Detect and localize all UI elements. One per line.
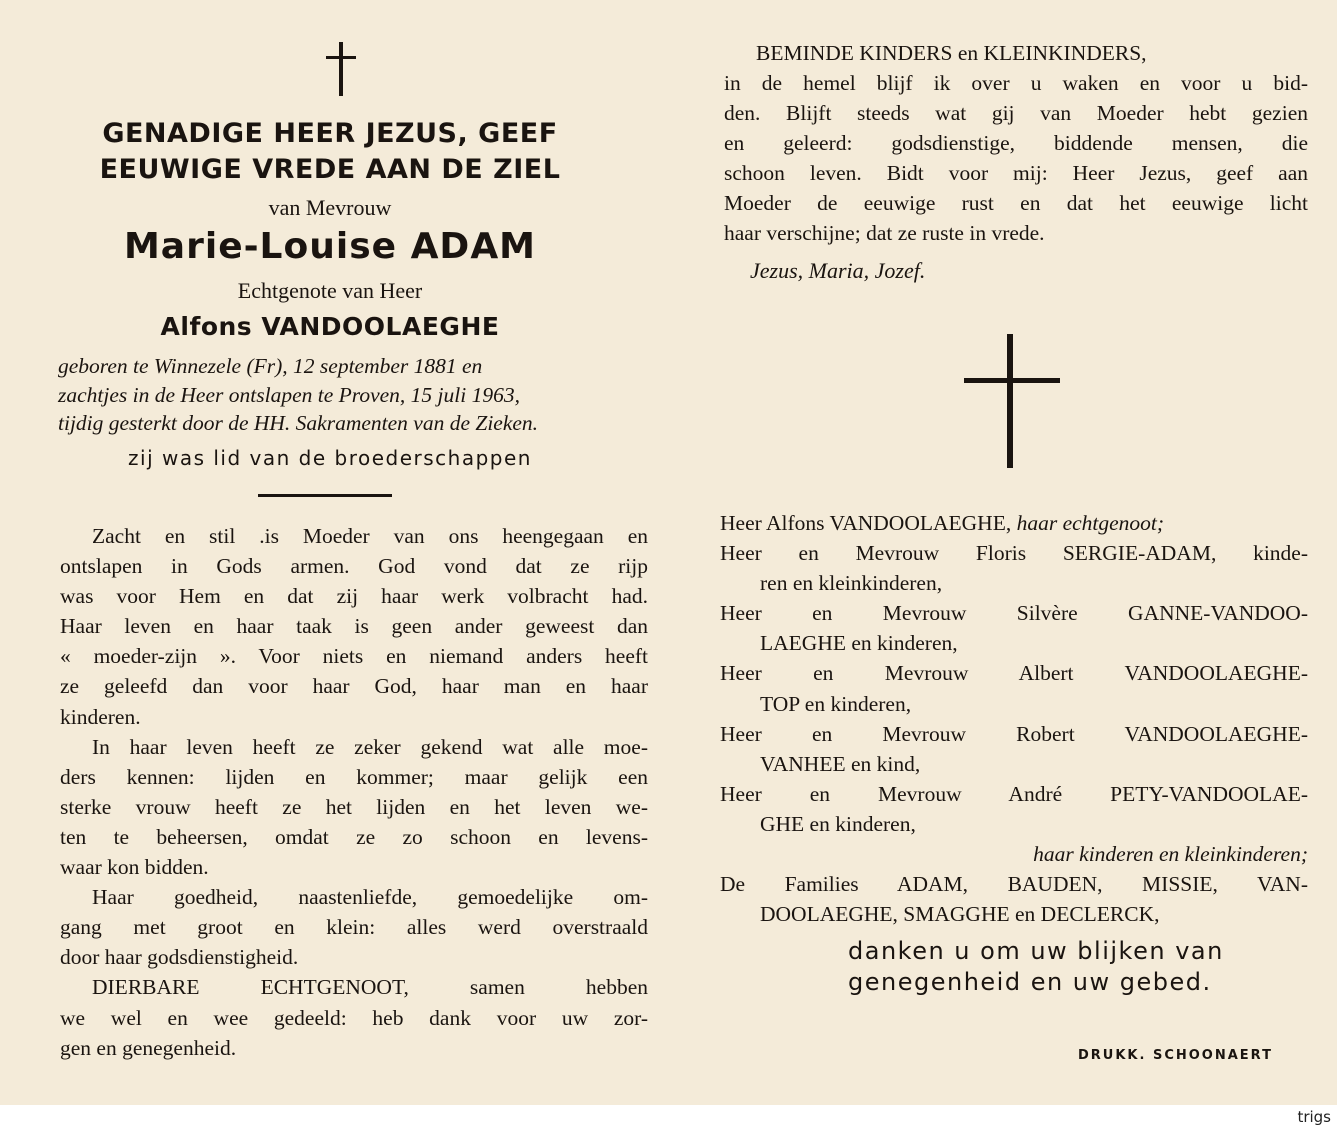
text-line: « moeder-zijn ». Voor niets en niemand anders heeft — [60, 644, 648, 669]
family-line: haar kinderen en kleinkinderen; — [1033, 842, 1308, 867]
heading-line: GENADIGE HEER JEZUS, GEEF — [102, 118, 558, 149]
van-mevrouw: van Mevrouw — [268, 195, 392, 220]
text-line: was voor Hem en dat zij haar werk volbracht had. — [60, 584, 648, 609]
text-line: door haar godsdienstigheid. — [60, 945, 299, 970]
broederschappen: zij was lid van de broederschappen — [128, 446, 532, 470]
family-line: ren en kleinkinderen, — [760, 571, 943, 596]
family-line: De Families ADAM, BAUDEN, MISSIE, VAN- — [720, 872, 1308, 897]
cross-icon — [964, 334, 1060, 468]
family-line: Heer en Mevrouw Silvère GANNE-VANDOO- — [720, 601, 1308, 626]
family-line — [720, 508, 1308, 538]
text-line: waar kon bidden. — [60, 855, 209, 880]
spouse-label: Echtgenote van Heer — [237, 278, 423, 303]
text-line: schoon leven. Bidt voor mij: Heer Jezus, geef aan — [724, 161, 1308, 185]
text-line: DIERBARE ECHTGENOOT, samen hebben — [92, 975, 648, 1000]
text-line: gang met groot en klein: alles werd overstraald — [60, 915, 648, 940]
text-line: In haar leven heeft ze zeker gekend wat alle moe- — [92, 734, 648, 759]
family-line: Heer en Mevrouw Robert VANDOOLAEGHE- — [720, 721, 1308, 746]
thanks-line: danken u om uw blijken van — [848, 937, 1224, 965]
text-line: den. Blijft steeds wat gij van Moeder hebt gezien — [724, 101, 1308, 125]
text-line: ontslapen in Gods armen. God vond dat ze rijp — [60, 554, 648, 579]
text-line: ze geleefd dan voor haar God, haar man en haar — [60, 674, 648, 699]
family-line: Heer en Mevrouw André PETY-VANDOOLAE- — [720, 781, 1308, 806]
closing-prayer: Jezus, Maria, Jozef. — [750, 258, 926, 283]
bottom-strip — [0, 1105, 1337, 1131]
text-line: in de hemel blijf ik over u waken en voor u bid- — [724, 71, 1308, 95]
family-line: TOP en kinderen, — [760, 691, 912, 716]
birth-line: tijdig gesterkt door de HH. Sakramenten van de Zieken. — [58, 411, 539, 435]
family-role: haar echtgenoot; — [1016, 511, 1165, 535]
eulogy-text — [60, 521, 648, 1063]
text-line: sterke vrouw heeft ze het lijden en het leven we- — [60, 794, 648, 819]
family-line: LAEGHE en kinderen, — [760, 631, 958, 656]
family-line: VANHEE en kind, — [760, 751, 921, 776]
text-line: gen en genegenheid. — [60, 1035, 237, 1060]
text-line: BEMINDE KINDERS en KLEINKINDERS, — [756, 41, 1147, 65]
spouse-name: Alfons VANDOOLAEGHE — [160, 312, 500, 341]
family-line: DOOLAEGHE, SMAGGHE en DECLERCK, — [760, 902, 1160, 927]
birth-line: geboren te Winnezele (Fr), 12 september 1881 en — [58, 354, 483, 378]
heading-line: EEUWIGE VREDE AAN DE ZIEL — [99, 154, 561, 185]
message-text — [724, 38, 1308, 248]
birth-line: zachtjes in de Heer ontslapen te Proven, 15 juli 1963, — [58, 382, 520, 407]
text-line: Moeder de eeuwige rust en dat het eeuwige licht — [724, 191, 1308, 215]
family-line: Heer en Mevrouw Albert VANDOOLAEGHE- — [720, 661, 1308, 686]
divider — [258, 494, 392, 497]
family-name: Heer Alfons VANDOOLAEGHE, — [720, 511, 1012, 535]
family-list — [720, 508, 1308, 929]
cross-icon — [326, 42, 356, 96]
text-line: ders kennen: lijden en kommer; maar gelijk een — [60, 764, 648, 789]
text-line: we wel en wee gedeeld: heb dank voor uw zor- — [60, 1005, 648, 1030]
deceased-name: Marie-Louise ADAM — [123, 226, 536, 267]
text-line: Haar goedheid, naastenliefde, gemoedelijke om- — [92, 885, 648, 910]
text-line: Haar leven en haar taak is geen ander geweest dan — [60, 614, 648, 639]
text-line: Zacht en stil .is Moeder van ons heengegaan en — [92, 524, 648, 548]
watermark: trigs — [1297, 1108, 1331, 1126]
text-line: kinderen. — [60, 704, 141, 729]
thanks-text — [848, 936, 1308, 998]
text-line: ten te beheersen, omdat ze zo schoon en levens- — [60, 824, 648, 849]
family-line: GHE en kinderen, — [760, 811, 916, 836]
text-line: en geleerd: godsdienstige, biddende mensen, die — [724, 131, 1308, 155]
prayer-heading — [30, 116, 630, 188]
printer-credit: DRUKK. SCHOONAERT — [1078, 1048, 1273, 1063]
text-line: haar verschijne; dat ze ruste in vrede. — [724, 221, 1045, 245]
family-line: Heer en Mevrouw Floris SERGIE-ADAM, kinde- — [720, 541, 1308, 566]
thanks-line: genegenheid en uw gebed. — [848, 968, 1212, 996]
birth-death-info — [58, 352, 650, 438]
